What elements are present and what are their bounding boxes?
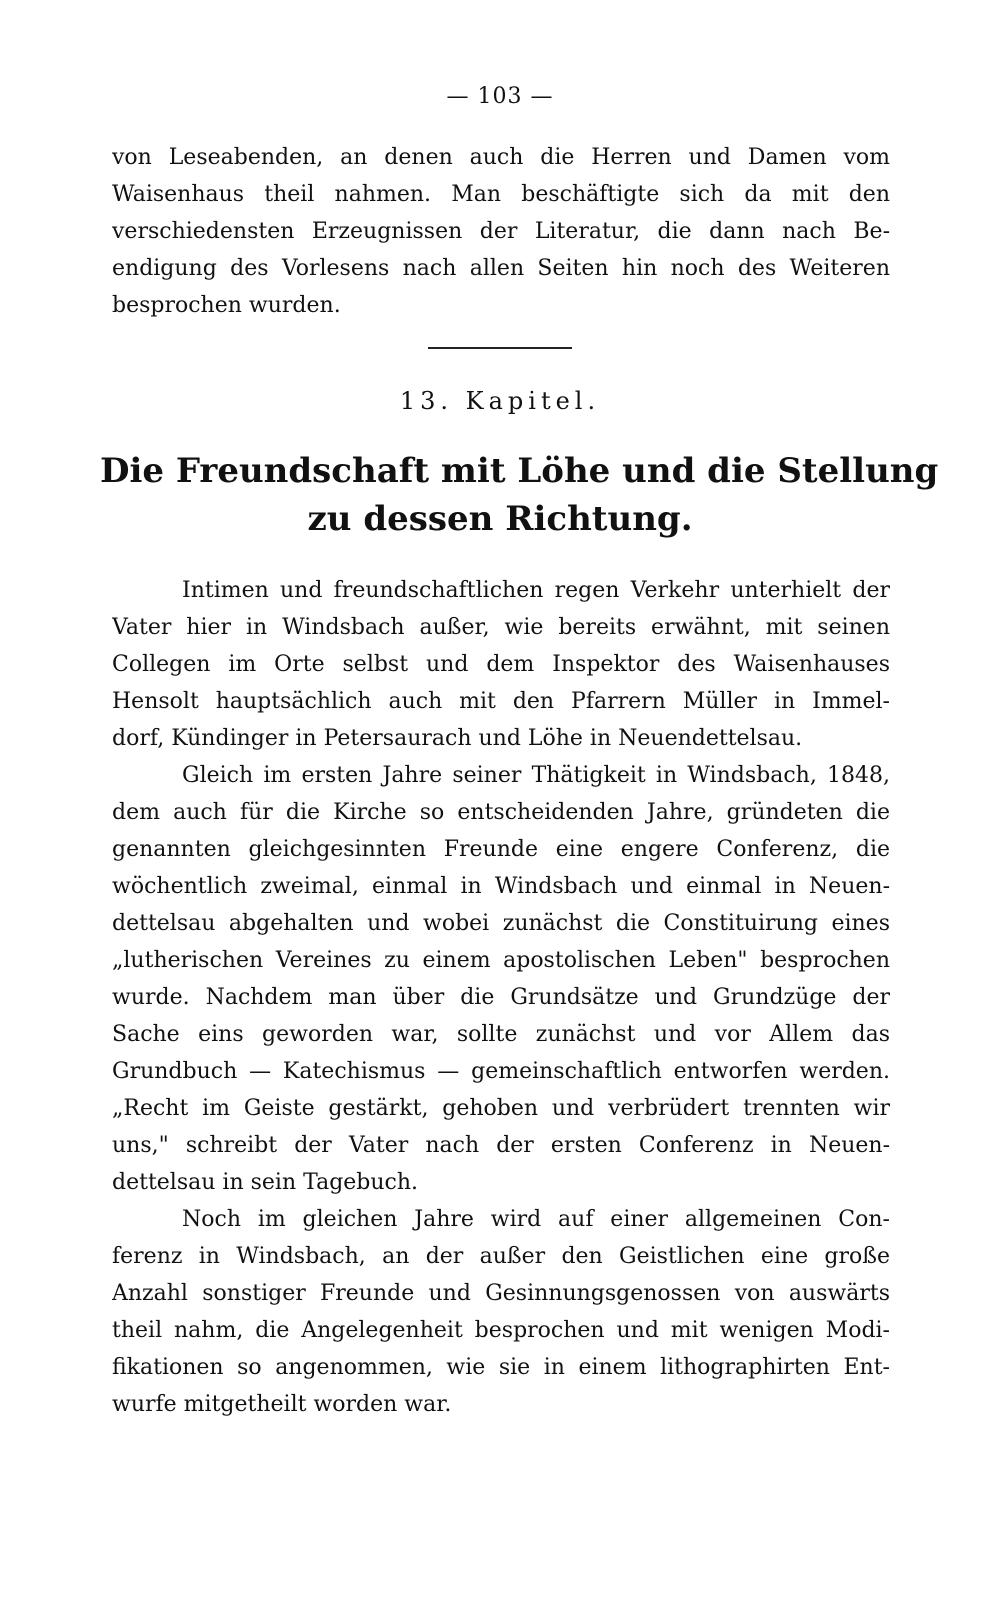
text-line: wöchentlich zweimal, einmal in Windsbach und einmal in Neuen- bbox=[112, 874, 890, 899]
text-line: Anzahl sonstiger Freunde und Gesinnungsgenossen von auswärts bbox=[112, 1281, 890, 1306]
text-line: theil nahm, die Angelegenheit besprochen und mit wenigen Modi- bbox=[112, 1318, 890, 1343]
text-line: verschiedensten Erzeugnissen der Literatur, die dann nach Be- bbox=[112, 219, 890, 244]
text-line: Waisenhaus theil nahmen. Man beschäftigte sich da mit den bbox=[112, 182, 890, 207]
text-line: dorf, Kündinger in Petersaurach und Löhe in Neuendettelsau. bbox=[112, 726, 803, 751]
text-line: Hensolt hauptsächlich auch mit den Pfarrern Müller in Immel- bbox=[112, 689, 890, 714]
text-line: Sache eins geworden war, sollte zunächst und vor Allem das bbox=[112, 1022, 890, 1047]
chapter-title-line-1: Die Freundschaft mit Löhe und die Stellung bbox=[100, 451, 939, 491]
text-line: „Recht im Geiste gestärkt, gehoben und verbrüdert trennten wir bbox=[112, 1096, 890, 1121]
text-line: genannten gleichgesinnten Freunde eine engere Conferenz, die bbox=[112, 837, 890, 862]
text-line: wurde. Nachdem man über die Grundsätze und Grundzüge der bbox=[112, 985, 890, 1010]
text-line: fikationen so angenommen, wie sie in einem lithographirten Ent- bbox=[112, 1355, 890, 1380]
text-line: dettelsau in sein Tagebuch. bbox=[112, 1170, 419, 1195]
section-divider bbox=[428, 347, 572, 349]
text-line: wurfe mitgetheilt worden war. bbox=[112, 1392, 452, 1417]
text-line: Grundbuch — Katechismus — gemeinschaftlich entworfen werden. bbox=[112, 1059, 890, 1084]
text-line: Gleich im ersten Jahre seiner Thätigkeit in Windsbach, 1848, bbox=[182, 763, 890, 788]
text-line: Noch im gleichen Jahre wird auf einer allgemeinen Con- bbox=[182, 1207, 890, 1232]
text-line: Vater hier in Windsbach außer, wie bereits erwähnt, mit seinen bbox=[112, 615, 890, 640]
text-line: uns," schreibt der Vater nach der ersten Conferenz in Neuen- bbox=[112, 1133, 890, 1158]
text-line: ferenz in Windsbach, an der außer den Geistlichen eine große bbox=[112, 1244, 890, 1269]
text-line: Collegen im Orte selbst und dem Inspektor des Waisenhauses bbox=[112, 652, 890, 677]
text-line: Intimen und freundschaftlichen regen Verkehr unterhielt der bbox=[182, 578, 890, 603]
text-line: von Leseabenden, an denen auch die Herren und Damen vom bbox=[112, 145, 890, 170]
text-line: dem auch für die Kirche so entscheidenden Jahre, gründeten die bbox=[112, 800, 890, 825]
text-line: dettelsau abgehalten und wobei zunächst die Constituirung eines bbox=[112, 911, 890, 936]
text-line: endigung des Vorlesens nach allen Seiten hin noch des Weiteren bbox=[112, 256, 890, 281]
chapter-number: 13. Kapitel. bbox=[399, 387, 601, 415]
text-line: besprochen wurden. bbox=[112, 293, 341, 318]
chapter-title-line-2: zu dessen Richtung. bbox=[307, 499, 693, 539]
text-line: „lutherischen Vereines zu einem apostolischen Leben" besprochen bbox=[112, 948, 890, 973]
page-number: — 103 — bbox=[446, 84, 554, 109]
